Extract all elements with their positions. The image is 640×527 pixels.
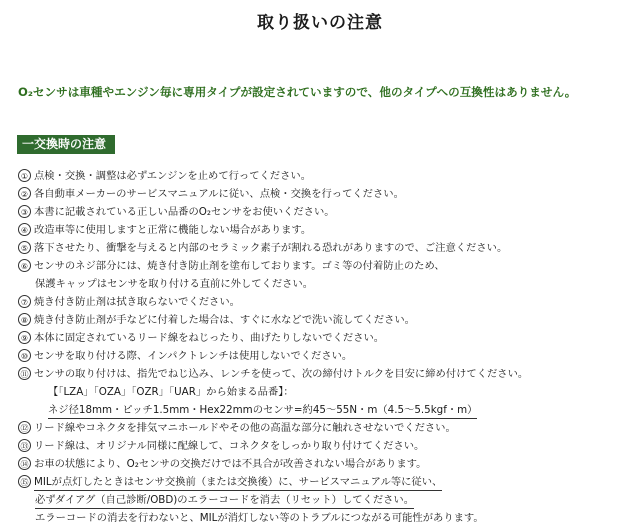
precaution-list bbox=[18, 167, 630, 527]
list-item bbox=[18, 473, 630, 491]
list-item bbox=[18, 347, 630, 365]
item-number: ⑩ bbox=[18, 349, 31, 362]
list-item-continuation bbox=[18, 509, 630, 527]
item-text: お車の状態により、O₂センサの交換だけでは不具合が改善されない場合があります。 bbox=[34, 458, 427, 470]
list-item bbox=[18, 329, 630, 347]
item-number: ⑬ bbox=[18, 439, 31, 452]
list-item-continuation bbox=[18, 491, 630, 509]
item-number: ③ bbox=[18, 205, 31, 218]
list-item bbox=[18, 311, 630, 329]
item-number: ④ bbox=[18, 223, 31, 236]
list-item-continuation bbox=[18, 275, 630, 293]
item-text: リード線は、オリジナル同様に配線して、コネクタをしっかり取り付けてください。 bbox=[34, 440, 425, 452]
list-item bbox=[18, 455, 630, 473]
item-text: センサを取り付ける際、インパクトレンチは使用しないでください。 bbox=[34, 350, 353, 362]
item-text: 点検・交換・調整は必ずエンジンを止めて行ってください。 bbox=[34, 170, 311, 182]
list-item bbox=[18, 293, 630, 311]
item-number: ⑭ bbox=[18, 457, 31, 470]
item-text: MILが点灯したときはセンサ交換前（または交換後）に、サービスマニュアル等に従い、 bbox=[34, 473, 442, 491]
item-number: ⑦ bbox=[18, 295, 31, 308]
item-number: ⑨ bbox=[18, 331, 31, 344]
item-number: ① bbox=[18, 169, 31, 182]
item-number: ⑥ bbox=[18, 259, 31, 272]
item-text: 各自動車メーカーのサービスマニュアルに従い、点検・交換を行ってください。 bbox=[34, 188, 404, 200]
list-item bbox=[18, 167, 630, 185]
item-number: ⑫ bbox=[18, 421, 31, 434]
item-text: エラーコードの消去を行わないと、MILが消灯しない等のトラブルにつながる可能性があります。 bbox=[35, 512, 484, 524]
item-text: ネジ径18mm・ピッチ1.5mm・Hex22mmのセンサ=約45〜55N・m（4.5〜5.5kgf・m） bbox=[48, 401, 477, 419]
list-item bbox=[18, 257, 630, 275]
page-title: 取り扱いの注意 bbox=[257, 13, 383, 33]
item-text: センサのネジ部分には、焼き付き防止剤を塗布しております。ゴミ等の付着防止のため、 bbox=[34, 260, 445, 272]
item-text: 焼き付き防止剤は拭き取らないでください。 bbox=[34, 296, 240, 308]
torque-spec bbox=[18, 401, 630, 419]
item-text: 焼き付き防止剤が手などに付着した場合は、すぐに水などで洗い流してください。 bbox=[34, 314, 415, 326]
list-item bbox=[18, 419, 630, 437]
item-text: センサの取り付けは、指先でねじ込み、レンチを使って、次の締付けトルクを目安に締め付けてください。 bbox=[34, 368, 529, 380]
item-number: ② bbox=[18, 187, 31, 200]
part-number-group-label bbox=[18, 383, 630, 401]
list-item bbox=[18, 437, 630, 455]
item-number: ⑤ bbox=[18, 241, 31, 254]
item-text: リード線やコネクタを排気マニホールドやその他の高温な部分に触れさせないでください。 bbox=[34, 422, 456, 434]
item-number: ⑮ bbox=[18, 475, 31, 488]
list-item bbox=[18, 185, 630, 203]
item-text: 【「LZA」「OZA」「OZR」「UAR」から始まる品番】： bbox=[48, 386, 294, 398]
list-item bbox=[18, 365, 630, 383]
item-text: 改造車等に使用しますと正常に機能しない場合があります。 bbox=[34, 224, 312, 236]
section-heading: 一交換時の注意 bbox=[17, 135, 115, 154]
compatibility-warning: O₂センサは車種やエンジン毎に専用タイプが設定されていますので、他のタイプへの互換性はありません。 bbox=[18, 85, 577, 99]
list-item bbox=[18, 203, 630, 221]
item-text: 保護キャップはセンサを取り付ける直前に外してください。 bbox=[35, 278, 314, 290]
item-text: 必ずダイアグ（自己診断/OBD)のエラーコードを消去（リセット）してください。 bbox=[35, 491, 414, 509]
item-text: 落下させたり、衝撃を与えると内部のセラミック素子が割れる恐れがありますので、ご注意ください。 bbox=[34, 242, 508, 254]
item-number: ⑪ bbox=[18, 367, 31, 380]
list-item bbox=[18, 221, 630, 239]
item-number: ⑧ bbox=[18, 313, 31, 326]
item-text: 本書に記載されている正しい品番のO₂センサをお使いください。 bbox=[34, 206, 335, 218]
item-text: 本体に固定されているリード線をねじったり、曲げたりしないでください。 bbox=[34, 332, 385, 344]
list-item bbox=[18, 239, 630, 257]
